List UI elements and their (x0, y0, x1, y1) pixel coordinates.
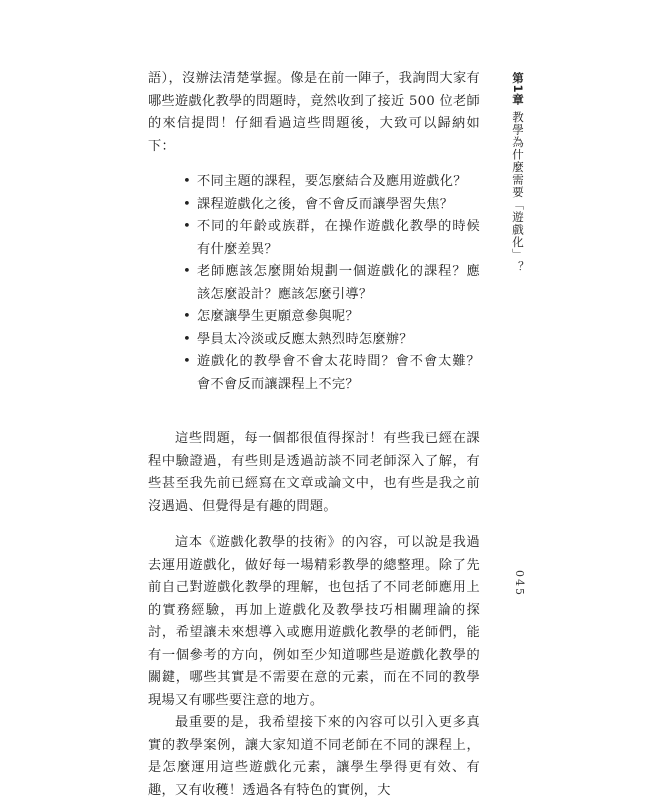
list-item: • 課程遊戲化之後，會不會反而讓學習失焦？ (183, 194, 480, 217)
list-item: • 老師應該怎麼開始規劃一個遊戲化的課程？應該怎麼設計？應該怎麼引導？ (183, 261, 480, 306)
page-number: 045 (513, 570, 526, 597)
paragraph-intro: 語），沒辦法清楚掌握。像是在前一陣子，我詢問大家有哪些遊戲化教學的問題時，竟然收到了接近 500 位老師的來信提問！仔細看過這些問題後，大致可以歸納如下： (148, 71, 480, 154)
chapter-sidebar (505, 72, 527, 273)
paragraph-questions-discussion: 這些問題，每一個都很值得探討！有些我已經在課程中驗證過，有些則是透過訪談不同老師深入了解，有些甚至我先前已經寫在文章或論文中，也有些是我之前沒遇過、但覺得是有趣的問題。 (148, 431, 480, 514)
list-item: • 遊戲化的教學會不會太花時間？會不會太難？會不會反而讓課程上不完？ (183, 351, 480, 396)
main-text (148, 68, 480, 802)
list-item: • 學員太冷淡或反應太熱烈時怎麼辦？ (183, 329, 480, 352)
question-list (148, 171, 480, 396)
chapter-number: 第1章 (511, 72, 525, 107)
paragraph-most-important: 最重要的是，我希望接下來的內容可以引入更多真實的教學案例，讓大家知道不同老師在不同的課程上，是怎麼運用這些遊戲化元素，讓學生學得更有效、有趣，又有收穫！透過各有特色的實例，大 (148, 715, 480, 798)
paragraph-book-content: 這本《遊戲化教學的技術》的內容，可以說是我過去運用遊戲化，做好每一場精彩教學的總整理。除了先前自己對遊戲化教學的理解，也包括了不同老師應用上的實務經驗，再加上遊戲化及教學技巧相關理論的探討，希望讓未來想導入或應用遊戲化教學的老師們，能有一個參考的方向，例如至少知道哪些是遊戲化教學的關鍵，哪些其實是不需要在意的元素，而在不同的教學現場又有哪些要注意的地方。 (148, 535, 480, 708)
list-item: • 不同的年齡或族群，在操作遊戲化教學的時候有什麼差異？ (183, 216, 480, 261)
list-item: • 怎麼讓學生更願意參與呢？ (183, 306, 480, 329)
list-item: • 不同主題的課程，要怎麼結合及應用遊戲化？ (183, 171, 480, 194)
chapter-title: 教學為什麼需要「遊戲化」？ (511, 110, 525, 274)
